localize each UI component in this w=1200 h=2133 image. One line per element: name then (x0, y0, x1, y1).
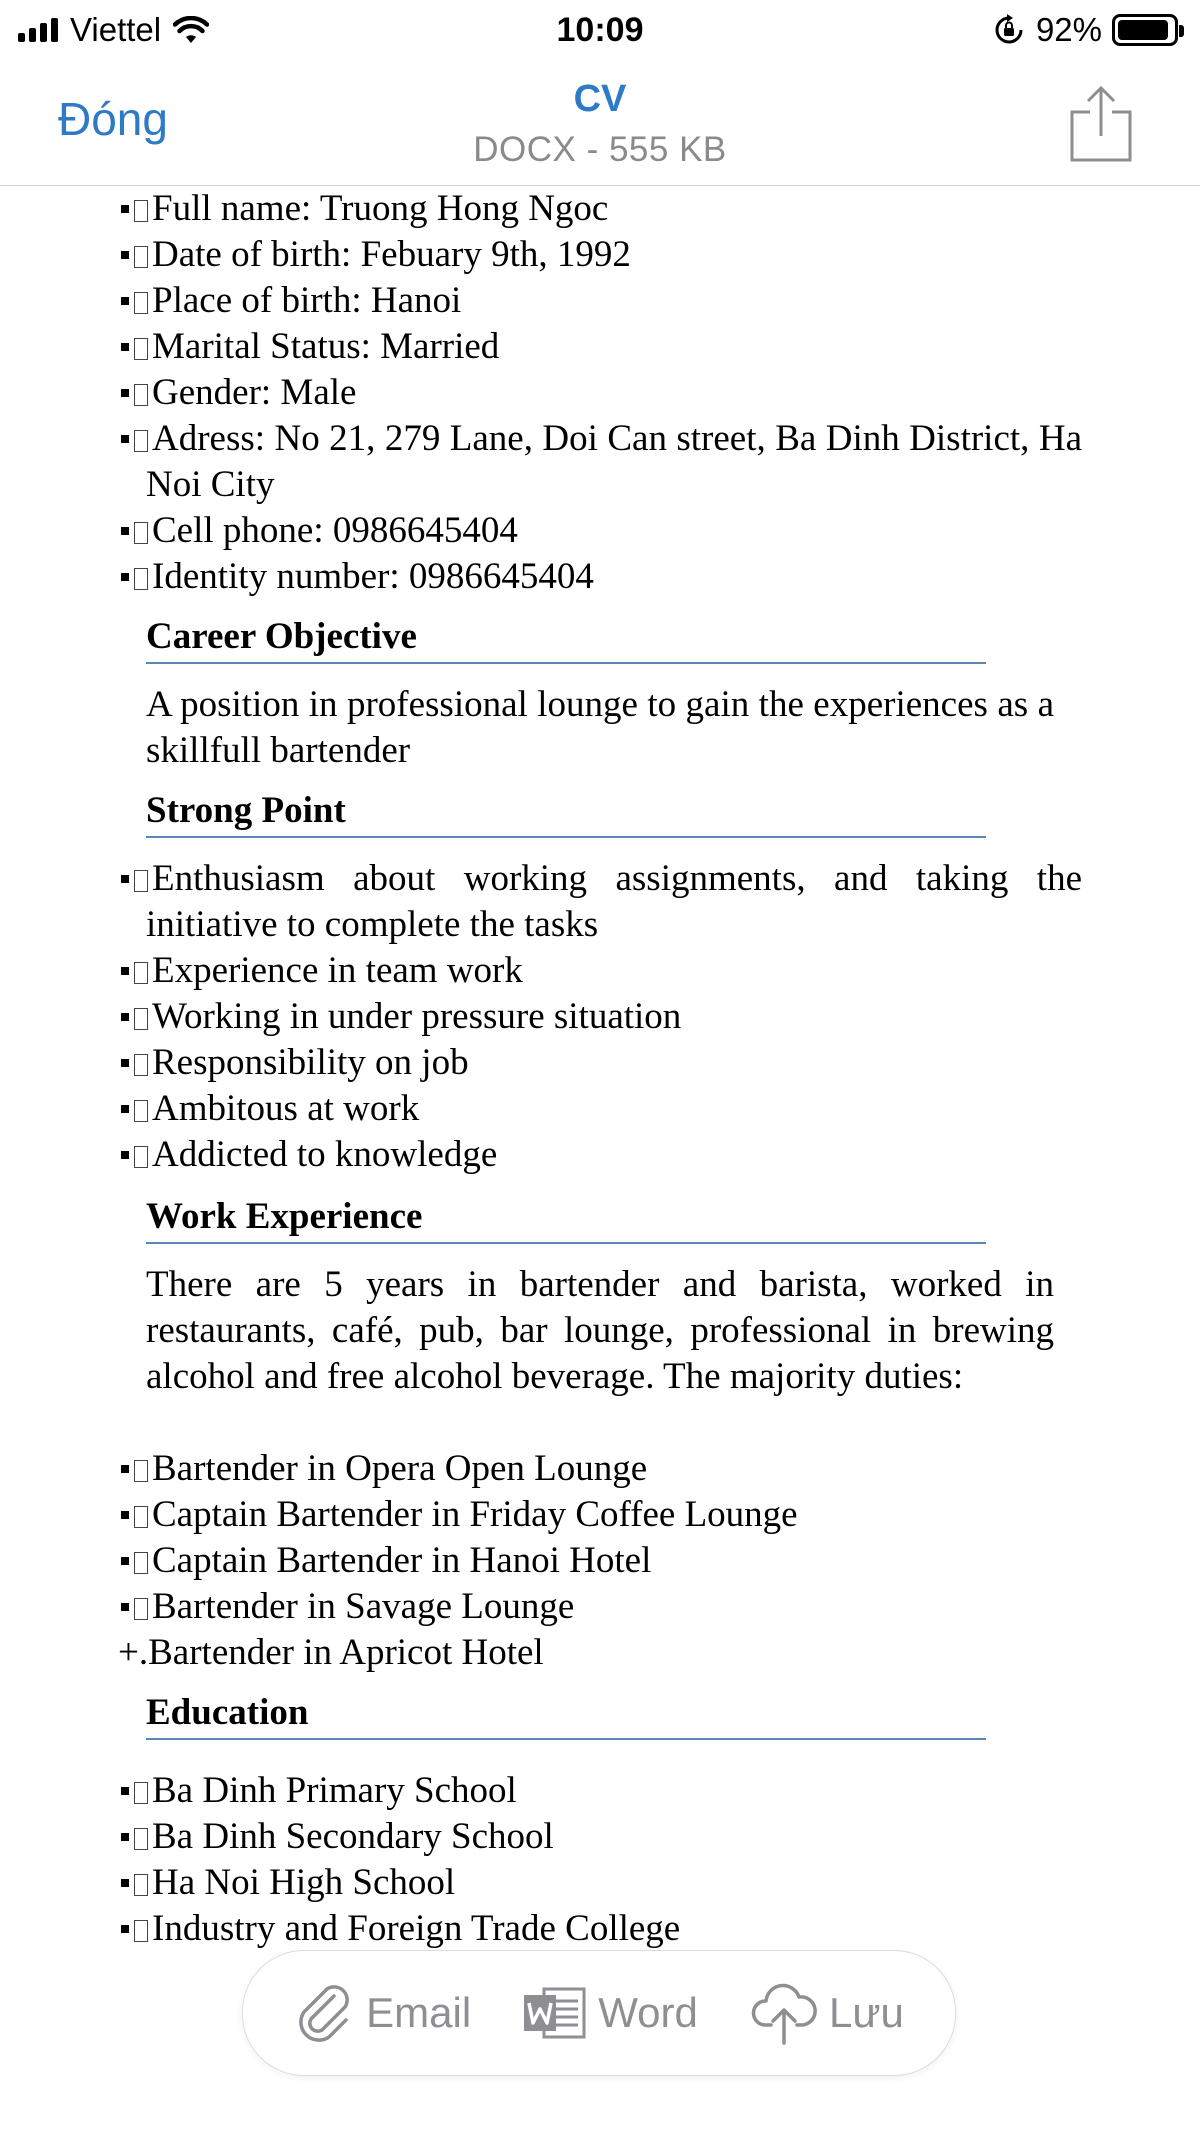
save-button[interactable] (749, 1981, 904, 2045)
missing-glyph-icon (134, 1146, 148, 1168)
bullet-icon (121, 1833, 129, 1841)
list-item: Working in under pressure situation (118, 994, 1054, 1040)
list-item: Marital Status: Married (118, 324, 1054, 370)
missing-glyph-icon (134, 384, 148, 406)
document-title: CV (573, 78, 627, 120)
status-right (992, 8, 1178, 52)
list-item: Gender: Male (118, 370, 1054, 416)
list-item: Experience in team work (118, 948, 1054, 994)
missing-glyph-icon (134, 338, 148, 360)
missing-glyph-icon (134, 1506, 148, 1528)
missing-glyph-icon (134, 1920, 148, 1942)
save-label: Lưu (829, 1989, 904, 2036)
close-button[interactable]: Đóng (58, 93, 168, 145)
career-objective-text: A position in professional lounge to gain the experiences as a skillfull bartender (146, 684, 1054, 771)
battery-fill (1118, 20, 1168, 40)
email-label: Email (366, 1989, 472, 2036)
missing-glyph-icon (134, 522, 148, 544)
word-doc-icon (522, 1986, 588, 2040)
list-item: Identity number: 0986645404 (118, 554, 1054, 600)
list-item: Enthusiasm about working assignments, and taking the initiative to complete the tasks (118, 856, 1082, 948)
list-item: Ba Dinh Primary School (118, 1768, 1054, 1814)
share-icon[interactable] (1066, 84, 1136, 164)
bullet-icon (121, 1105, 129, 1113)
list-item: Bartender in Opera Open Lounge (118, 1446, 1054, 1492)
list-item: Date of birth: Febuary 9th, 1992 (118, 232, 1054, 278)
bullet-icon (121, 1603, 129, 1611)
list-item: Ambitous at work (118, 1086, 1054, 1132)
clock: 10:09 (556, 11, 644, 49)
section-heading-education: Education (146, 1690, 986, 1740)
list-item: Bartender in Savage Lounge (118, 1584, 1054, 1630)
navigation-bar (0, 58, 1200, 186)
bullet-icon (121, 1059, 129, 1067)
action-toolbar (242, 1950, 956, 2076)
paperclip-icon (294, 1982, 356, 2044)
missing-glyph-icon (134, 1100, 148, 1122)
bullet-icon (121, 967, 129, 975)
list-item: Place of birth: Hanoi (118, 278, 1054, 324)
bullet-icon (121, 1151, 129, 1159)
list-item: Ba Dinh Secondary School (118, 1814, 1054, 1860)
status-bar (0, 0, 1200, 58)
missing-glyph-icon (134, 870, 148, 892)
bullet-icon (121, 1557, 129, 1565)
bullet-icon (121, 1465, 129, 1473)
bullet-icon (121, 205, 129, 213)
missing-glyph-icon (134, 1828, 148, 1850)
bullet-icon (121, 389, 129, 397)
carrier-name: Viettel (70, 11, 162, 48)
cloud-upload-icon (749, 1981, 819, 2045)
list-item: Captain Bartender in Hanoi Hotel (118, 1538, 1054, 1584)
bullet-icon (121, 527, 129, 535)
missing-glyph-icon (134, 430, 148, 452)
bullet-icon (121, 1925, 129, 1933)
missing-glyph-icon (134, 1874, 148, 1896)
list-item: Responsibility on job (118, 1040, 1054, 1086)
list-item: Addicted to knowledge (118, 1132, 1054, 1178)
bullet-icon (121, 435, 129, 443)
missing-glyph-icon (134, 246, 148, 268)
missing-glyph-icon (134, 292, 148, 314)
missing-glyph-icon (134, 200, 148, 222)
orientation-lock-icon (992, 13, 1026, 47)
list-item: Cell phone: 0986645404 (118, 508, 1054, 554)
bullet-icon (121, 573, 129, 581)
missing-glyph-icon (134, 1598, 148, 1620)
bullet-icon (121, 251, 129, 259)
bullet-icon (121, 297, 129, 305)
bullet-icon (121, 1879, 129, 1887)
missing-glyph-icon (134, 1552, 148, 1574)
missing-glyph-icon (134, 962, 148, 984)
missing-glyph-icon (134, 568, 148, 590)
document-viewer[interactable] (0, 186, 1200, 1966)
document-info: DOCX - 555 KB (473, 130, 727, 169)
word-button[interactable] (522, 1986, 698, 2040)
missing-glyph-icon (134, 1782, 148, 1804)
bullet-icon (121, 1787, 129, 1795)
battery-percent: 92% (1035, 11, 1102, 48)
section-heading-career: Career Objective (146, 614, 986, 664)
list-item-plus: +.Bartender in Apricot Hotel (118, 1632, 544, 1673)
list-item: Ha Noi High School (118, 1860, 1054, 1906)
work-experience-text: There are 5 years in bartender and barista, worked in restaurants, café, pub, bar lounge, professional in brewing alcohol and free alcohol beverage. The majority duties: (146, 1264, 1054, 1397)
list-item: Captain Bartender in Friday Coffee Lounge (118, 1492, 1054, 1538)
list-item: Industry and Foreign Trade College (118, 1906, 1054, 1952)
bullet-icon (121, 343, 129, 351)
missing-glyph-icon (134, 1460, 148, 1482)
list-item: Full name: Truong Hong Ngoc (118, 186, 1054, 232)
bullet-icon (121, 1013, 129, 1021)
section-heading-work-experience: Work Experience (146, 1194, 986, 1244)
bullet-icon (121, 1511, 129, 1519)
bullet-icon (121, 875, 129, 883)
email-button[interactable] (294, 1982, 471, 2044)
list-item: Adress: No 21, 279 Lane, Doi Can street, Ba Dinh District, Ha Noi City (118, 416, 1082, 508)
word-label: Word (598, 1989, 698, 2036)
missing-glyph-icon (134, 1008, 148, 1030)
battery-icon (1112, 14, 1178, 46)
missing-glyph-icon (134, 1054, 148, 1076)
section-heading-strong-point: Strong Point (146, 788, 986, 838)
